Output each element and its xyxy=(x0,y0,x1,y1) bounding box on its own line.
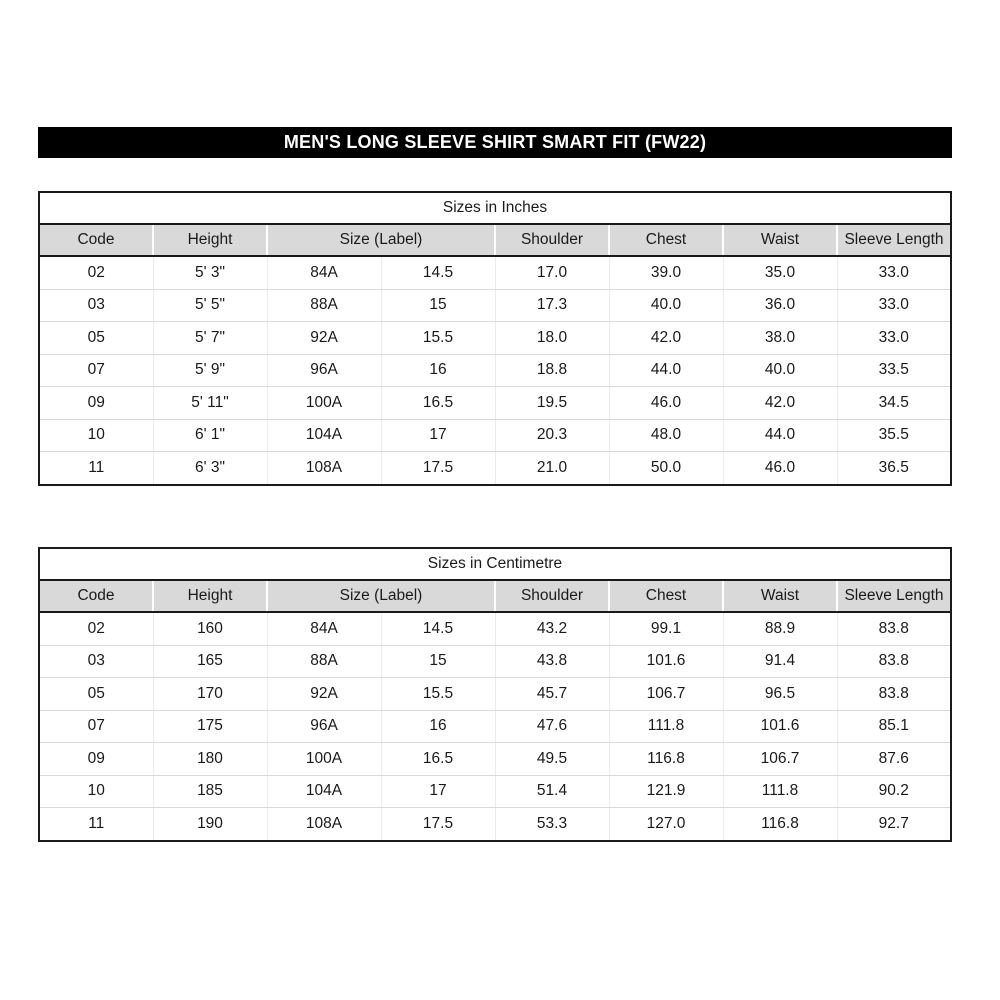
table-cell: 15 xyxy=(381,289,495,322)
table-cell: 48.0 xyxy=(609,419,723,452)
table-cell: 5' 11" xyxy=(153,387,267,420)
table-cell: 170 xyxy=(153,678,267,711)
table-cell: 34.5 xyxy=(837,387,951,420)
table-cell: 02 xyxy=(39,612,153,645)
table-row xyxy=(39,256,951,289)
table-cell: 33.0 xyxy=(837,289,951,322)
column-header: Size (Label) xyxy=(267,580,495,612)
table-cell: 53.3 xyxy=(495,808,609,841)
table-row xyxy=(39,612,951,645)
table-row xyxy=(39,419,951,452)
table-row xyxy=(39,387,951,420)
table-cell: 5' 7" xyxy=(153,322,267,355)
table-cell: 111.8 xyxy=(723,775,837,808)
table-cell: 106.7 xyxy=(723,743,837,776)
column-header: Code xyxy=(39,224,153,256)
table-cell: 10 xyxy=(39,419,153,452)
table-cell: 84A xyxy=(267,256,381,289)
table-cell: 35.5 xyxy=(837,419,951,452)
table-cell: 99.1 xyxy=(609,612,723,645)
table-cell: 165 xyxy=(153,645,267,678)
table-cell: 14.5 xyxy=(381,256,495,289)
table-cell: 108A xyxy=(267,452,381,485)
table-cell: 116.8 xyxy=(609,743,723,776)
table-cell: 127.0 xyxy=(609,808,723,841)
table-cell: 190 xyxy=(153,808,267,841)
table-cell: 46.0 xyxy=(609,387,723,420)
table-row xyxy=(39,645,951,678)
table-cell: 111.8 xyxy=(609,710,723,743)
sizes-in-centimetre-table xyxy=(38,547,952,842)
column-header: Sleeve Length xyxy=(837,580,951,612)
table-cell: 43.8 xyxy=(495,645,609,678)
table-cell: 121.9 xyxy=(609,775,723,808)
table-cell: 96A xyxy=(267,354,381,387)
table-cell: 87.6 xyxy=(837,743,951,776)
column-header: Size (Label) xyxy=(267,224,495,256)
table-cell: 05 xyxy=(39,678,153,711)
table-cell: 46.0 xyxy=(723,452,837,485)
column-header: Waist xyxy=(723,224,837,256)
table-cell: 36.0 xyxy=(723,289,837,322)
table-cell: 96.5 xyxy=(723,678,837,711)
table-cell: 85.1 xyxy=(837,710,951,743)
table-cell: 101.6 xyxy=(723,710,837,743)
table-cell: 104A xyxy=(267,419,381,452)
size-table xyxy=(38,191,952,486)
table-cell: 50.0 xyxy=(609,452,723,485)
column-header: Chest xyxy=(609,224,723,256)
table-cell: 33.5 xyxy=(837,354,951,387)
table-cell: 35.0 xyxy=(723,256,837,289)
table-cell: 101.6 xyxy=(609,645,723,678)
column-header-row xyxy=(39,224,951,256)
column-header-row xyxy=(39,580,951,612)
table-cell: 88A xyxy=(267,645,381,678)
table-row xyxy=(39,775,951,808)
table-cell: 92.7 xyxy=(837,808,951,841)
table-cell: 91.4 xyxy=(723,645,837,678)
table-cell: 33.0 xyxy=(837,256,951,289)
table-cell: 42.0 xyxy=(723,387,837,420)
table-cell: 39.0 xyxy=(609,256,723,289)
table-cell: 6' 1" xyxy=(153,419,267,452)
table-cell: 5' 5" xyxy=(153,289,267,322)
table-cell: 40.0 xyxy=(609,289,723,322)
table-row xyxy=(39,289,951,322)
table-cell: 44.0 xyxy=(609,354,723,387)
table-cell: 100A xyxy=(267,743,381,776)
table-cell: 03 xyxy=(39,289,153,322)
table-cell: 40.0 xyxy=(723,354,837,387)
table-cell: 15 xyxy=(381,645,495,678)
table-cell: 83.8 xyxy=(837,645,951,678)
table-cell: 17.3 xyxy=(495,289,609,322)
table-cell: 5' 3" xyxy=(153,256,267,289)
table-cell: 17 xyxy=(381,775,495,808)
table-cell: 5' 9" xyxy=(153,354,267,387)
table-cell: 43.2 xyxy=(495,612,609,645)
table-title-row xyxy=(39,192,951,224)
table-cell: 175 xyxy=(153,710,267,743)
sizes-in-inches-table xyxy=(38,191,952,486)
table-cell: 106.7 xyxy=(609,678,723,711)
table-row xyxy=(39,452,951,485)
table-cell: 19.5 xyxy=(495,387,609,420)
page-title: MEN'S LONG SLEEVE SHIRT SMART FIT (FW22) xyxy=(38,127,952,158)
table-row xyxy=(39,354,951,387)
table-cell: 6' 3" xyxy=(153,452,267,485)
table-cell: 83.8 xyxy=(837,612,951,645)
table-cell: 49.5 xyxy=(495,743,609,776)
table-cell: 07 xyxy=(39,710,153,743)
table-cell: 185 xyxy=(153,775,267,808)
table-title: Sizes in Centimetre xyxy=(39,548,951,580)
table-cell: 21.0 xyxy=(495,452,609,485)
table-row xyxy=(39,322,951,355)
table-cell: 15.5 xyxy=(381,678,495,711)
table-cell: 51.4 xyxy=(495,775,609,808)
table-cell: 47.6 xyxy=(495,710,609,743)
table-cell: 38.0 xyxy=(723,322,837,355)
table-cell: 96A xyxy=(267,710,381,743)
table-cell: 15.5 xyxy=(381,322,495,355)
table-cell: 116.8 xyxy=(723,808,837,841)
table-cell: 16 xyxy=(381,354,495,387)
column-header: Height xyxy=(153,580,267,612)
table-cell: 45.7 xyxy=(495,678,609,711)
table-row xyxy=(39,710,951,743)
size-table xyxy=(38,547,952,842)
table-title: Sizes in Inches xyxy=(39,192,951,224)
table-cell: 16.5 xyxy=(381,743,495,776)
table-cell: 33.0 xyxy=(837,322,951,355)
table-title-row xyxy=(39,548,951,580)
table-cell: 92A xyxy=(267,678,381,711)
column-header: Chest xyxy=(609,580,723,612)
table-cell: 07 xyxy=(39,354,153,387)
table-cell: 02 xyxy=(39,256,153,289)
table-cell: 09 xyxy=(39,743,153,776)
table-cell: 17 xyxy=(381,419,495,452)
table-cell: 05 xyxy=(39,322,153,355)
table-cell: 160 xyxy=(153,612,267,645)
table-cell: 11 xyxy=(88,814,105,832)
table-cell: 180 xyxy=(153,743,267,776)
table-row xyxy=(39,743,951,776)
table-cell: 14.5 xyxy=(381,612,495,645)
table-cell: 88A xyxy=(267,289,381,322)
table-cell: 16 xyxy=(381,710,495,743)
table-cell: 11 xyxy=(88,458,105,476)
table-cell: 36.5 xyxy=(837,452,951,485)
table-cell: 16.5 xyxy=(381,387,495,420)
column-header: Code xyxy=(39,580,153,612)
column-header: Sleeve Length xyxy=(837,224,951,256)
table-cell: 84A xyxy=(267,612,381,645)
table-cell: 18.0 xyxy=(495,322,609,355)
table-cell: 42.0 xyxy=(609,322,723,355)
table-cell: 104A xyxy=(267,775,381,808)
table-cell: 18.8 xyxy=(495,354,609,387)
table-cell: 17.5 xyxy=(381,808,495,841)
table-cell: 17.0 xyxy=(495,256,609,289)
column-header: Height xyxy=(153,224,267,256)
table-cell: 20.3 xyxy=(495,419,609,452)
table-cell: 03 xyxy=(39,645,153,678)
table-cell: 09 xyxy=(39,387,153,420)
table-cell: 88.9 xyxy=(723,612,837,645)
table-cell: 10 xyxy=(39,775,153,808)
table-row xyxy=(39,808,951,841)
column-header: Waist xyxy=(723,580,837,612)
table-cell: 44.0 xyxy=(723,419,837,452)
column-header: Shoulder xyxy=(495,224,609,256)
table-cell: 83.8 xyxy=(837,678,951,711)
table-cell: 100A xyxy=(267,387,381,420)
table-cell: 92A xyxy=(267,322,381,355)
table-row xyxy=(39,678,951,711)
table-cell: 17.5 xyxy=(381,452,495,485)
column-header: Shoulder xyxy=(495,580,609,612)
table-cell: 90.2 xyxy=(837,775,951,808)
table-cell: 108A xyxy=(267,808,381,841)
